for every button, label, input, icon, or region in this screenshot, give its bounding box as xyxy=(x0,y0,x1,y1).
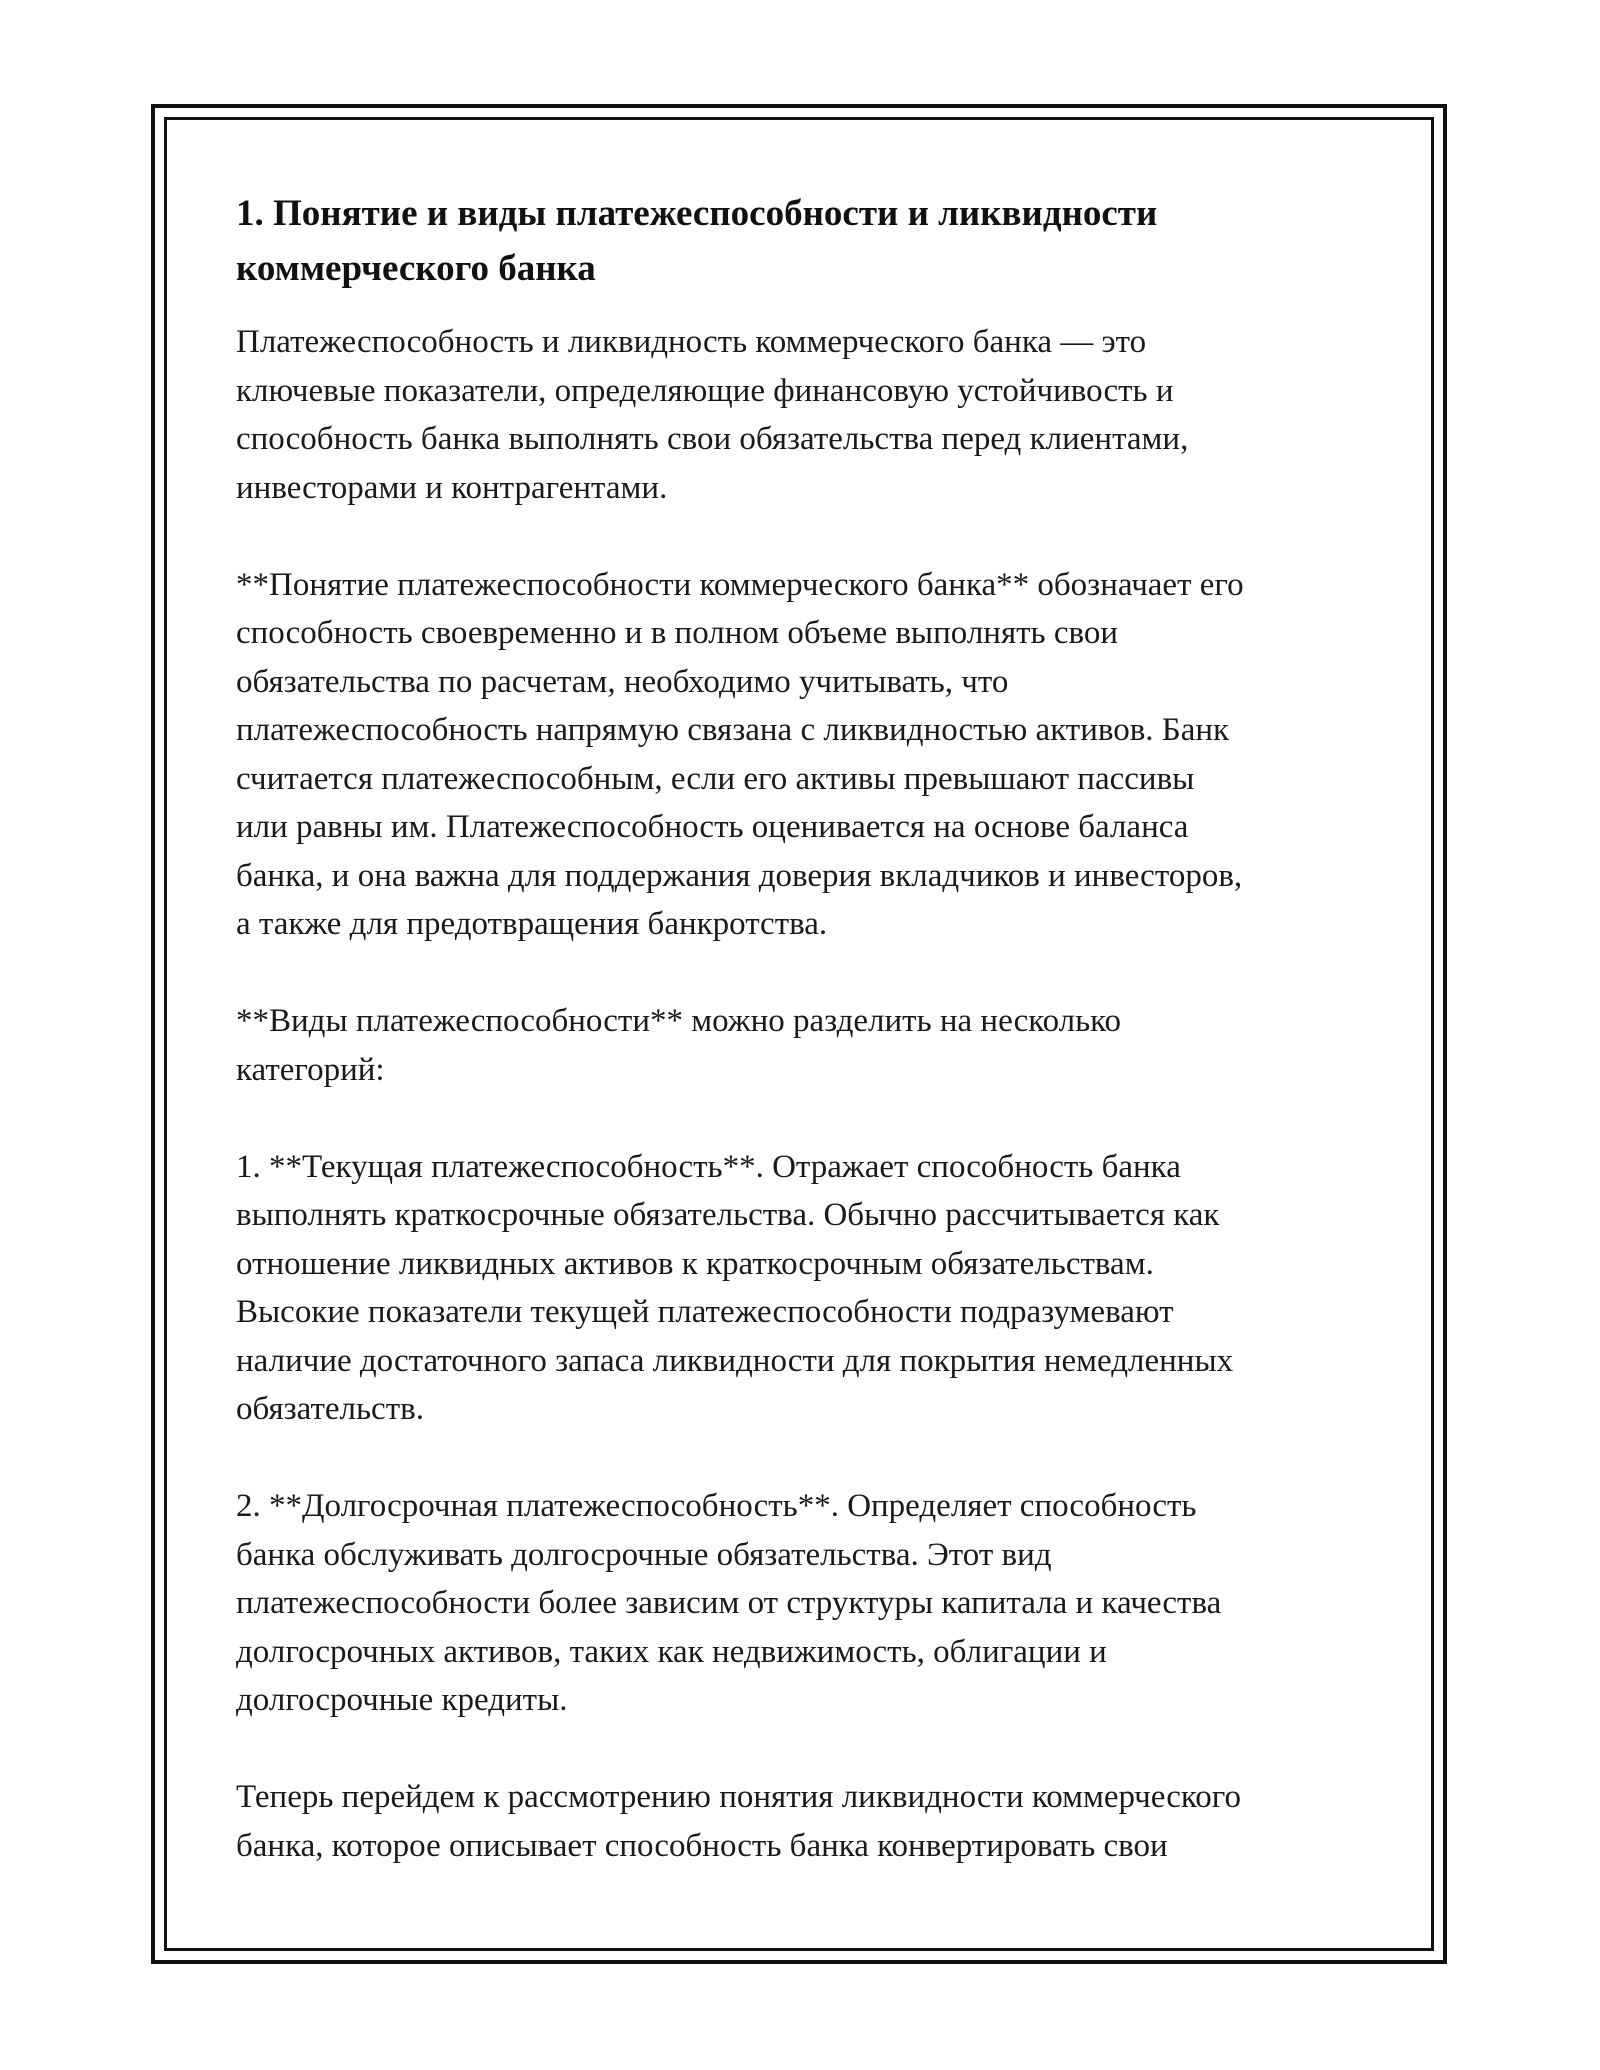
paragraph-solvency-types: **Виды платежеспособности** можно разделить на несколько категорий: xyxy=(236,1003,1122,1088)
list-item-long-term-solvency: 2. **Долгосрочная платежеспособность**. Определяет способность банка обслуживать долгосрочные обязательства. Этот вид платежеспособности более зависим от структуры капитала и качества долгосрочных активов, таких как недвижимость, облигации и долгосрочные кредиты. xyxy=(236,1488,1222,1718)
section-heading: 1. Понятие и виды платежеспособности и ликвидности коммерческого банка xyxy=(236,193,1158,289)
paragraph-intro: Платежеспособность и ликвидность коммерческого банка — это ключевые показатели, определяющие финансовую устойчивость и способность банка выполнять свои обязательства перед клиентами, инвесторами и контрагентами. xyxy=(236,324,1189,506)
paragraph-liquidity-transition: Теперь перейдем к рассмотрению понятия ликвидности коммерческого банка, которое описывает способность банка конвертировать свои xyxy=(236,1779,1241,1864)
document-body xyxy=(236,186,1376,1870)
list-item-current-solvency: 1. **Текущая платежеспособность**. Отражает способность банка выполнять краткосрочные обязательства. Обычно рассчитывается как отношение ликвидных активов к краткосрочным обязательствам. Высокие показатели текущей платежеспособности подразумевают наличие достаточного запаса ликвидности для покрытия немедленных обязательств. xyxy=(236,1148,1234,1427)
paragraph-solvency-concept: **Понятие платежеспособности коммерческого банка** обозначает его способность своевременно и в полном объеме выполнять свои обязательства по расчетам, необходимо учитывать, что платежеспособность напрямую связана с ликвидностью активов. Банк считается платежеспособным, если его активы превышают пассивы или равны им. Платежеспособность оценивается на основе баланса банка, и она важна для поддержания доверия вкладчиков и инвесторов, а также для предотвращения банкротства. xyxy=(236,566,1244,942)
